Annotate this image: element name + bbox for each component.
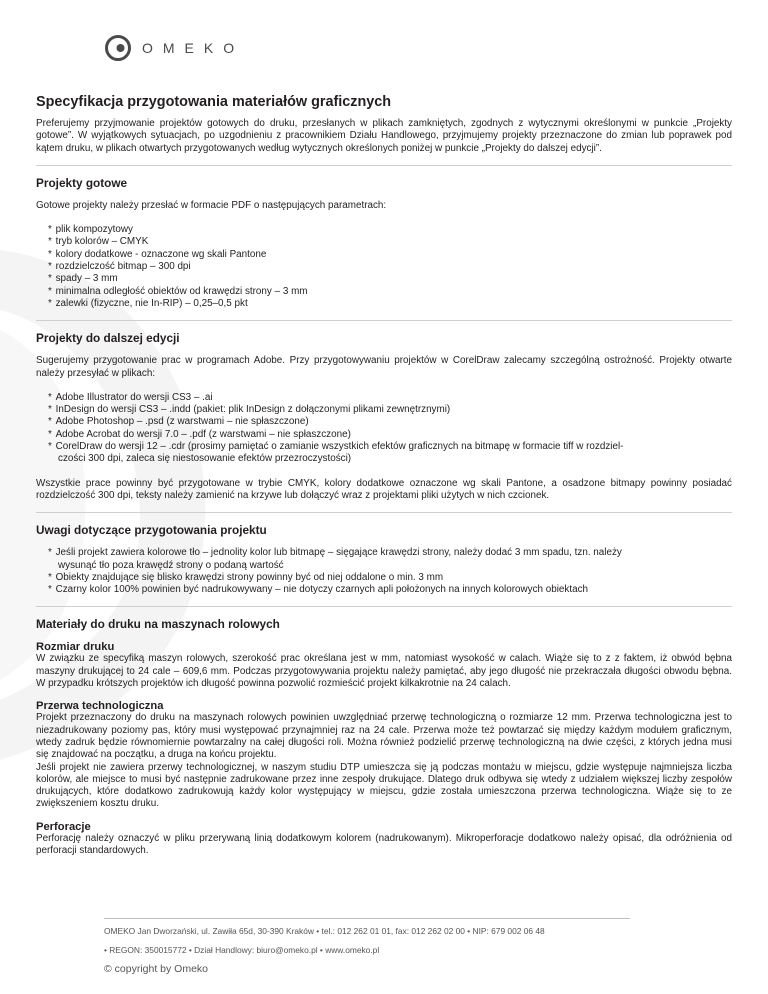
- editable-lead: Sugerujemy przygotowanie prac w programach Adobe. Przy przygotowywaniu projektów w CorelDraw zalecamy szczególną ostrożność. Projekty otwarte należy przesyłać w plikach:: [36, 355, 732, 379]
- divider: [36, 165, 732, 166]
- document-body: [36, 94, 732, 857]
- footer-address: OMEKO Jan Dworzański, ul. Zawiła 65d, 30-390 Kraków • tel.: 012 262 01 01, fax: 012 262 02 00 • NIP: 679 002 06 48: [104, 926, 545, 936]
- ready-lead: Gotowe projekty należy przesłać w formacie PDF o następujących parametrach:: [36, 199, 387, 211]
- editable-closing: Wszystkie prace powinny być przygotowane w trybie CMYK, kolory dodatkowe oznaczone wg skali Pantone, a osadzone bitmapy powinny posiadać rozdzielczość 300 dpi, teksty należy zamienić na krzywe lub dołączyć wraz z projektami pliki użytych w nich czcionek.: [36, 477, 732, 501]
- list-item: * Adobe Illustrator do wersji CS3 – .ai: [48, 391, 213, 403]
- footer-contact: • REGON: 350015772 • Dział Handlowy: biuro@omeko.pl • www.omeko.pl: [104, 945, 380, 955]
- subheading-gap: Przerwa technologiczna: [36, 700, 164, 713]
- subheading-size: Rozmiar druku: [36, 641, 115, 654]
- omeko-logo: [104, 34, 244, 62]
- section-heading-editable: Projekty do dalszej edycji: [36, 331, 180, 346]
- list-item: * Jeśli projekt zawiera kolorowe tło – jednolity kolor lub bitmapę – sięgające krawędzi strony, należy dodać 3 mm spadu, tzn. należy wysunąć tło poza krawędź strony o podaną wartość: [48, 547, 622, 571]
- subheading-perforation: Perforacje: [36, 820, 91, 833]
- section-heading-ready: Projekty gotowe: [36, 175, 128, 190]
- omeko-logo-icon: [104, 34, 132, 62]
- list-item: * Adobe Acrobat do wersji 7.0 – .pdf (z warstwami – nie spłaszczone): [48, 428, 351, 440]
- footer-copyright: © copyright by Omeko: [104, 963, 209, 975]
- document-title: Specyfikacja przygotowania materiałów graficznych: [36, 94, 392, 110]
- list-item: * minimalna odległość obiektów od krawędzi strony – 3 mm: [48, 285, 308, 297]
- list-item: * tryb kolorów – CMYK: [48, 236, 149, 248]
- list-item: * zalewki (fizyczne, nie In-RIP) – 0,25–0,5 pkt: [48, 297, 248, 309]
- section-heading-roll: Materiały do druku na maszynach rolowych: [36, 617, 280, 632]
- footer-divider: [104, 918, 630, 919]
- list-item: * spady – 3 mm: [48, 273, 118, 285]
- list-item: * CorelDraw do wersji 12 – .cdr (prosimy pamiętać o zamianie wszystkich efektów graficznych na bitmapę w formacie tiff w rozdziel- czości 300 dpi, zaleca się niestosowanie efektów przezroczystości): [48, 441, 624, 465]
- section-heading-remarks: Uwagi dotyczące przygotowania projektu: [36, 523, 267, 538]
- list-item: * Obiekty znajdujące się blisko krawędzi strony powinny być od niej oddalone o min. 3 mm: [48, 571, 444, 583]
- divider: [36, 320, 732, 321]
- divider: [36, 512, 732, 513]
- size-paragraph: W związku ze specyfiką maszyn rolowych, szerokość prac określana jest w mm, natomiast wysokość w calach. Wiąże się to z z faktem, iż obwód bębna maszyny drukującej to 24 cale – 609,6 mm. Podczas przygotowywania projektu należy pamiętać, aby jego długość nie przekraczała długości obwodu bębna. W przypadku krótszych projektów ich długość powinna pozwolić rozmieścić projekt kilkakrotnie na 24 calach.: [36, 653, 732, 690]
- list-item: * Adobe Photoshop – .psd (z warstwami – nie spłaszczone): [48, 416, 309, 428]
- intro-paragraph: Preferujemy przyjmowanie projektów gotowych do druku, przesłanych w plikach zamkniętych, zgodnych z wytycznymi określonymi w punkcie „Projekty gotowe”. W wyjątkowych sytuacjach, po uzgodnieniu z pracownikiem Działu Handlowego, przyjmujemy projekty przeznaczone do zmian lub poprawek pod kątem druku, w plikach otwartych przygotowanych według wytycznych określonych poniżej w punkcie „Projekty do dalszej edycji”.: [36, 118, 732, 154]
- perforation-paragraph: Perforację należy oznaczyć w pliku przerywaną linią dodatkowym kolorem (nadrukowanym). Mikroperforacje dodatkowo należy opisać, dla odróżnienia od perforacji standardowych.: [36, 832, 732, 856]
- list-item: * kolory dodatkowe - oznaczone wg skali Pantone: [48, 248, 267, 260]
- remarks-list: [48, 547, 732, 596]
- brand-name: OMEKO: [142, 40, 245, 56]
- footer: [104, 918, 630, 976]
- divider: [36, 606, 732, 607]
- gap-paragraph-1: Projekt przeznaczony do druku na maszynach rolowych powinien uwzględniać przerwę technologiczną o rozmiarze 12 mm. Przerwa technologiczna jest to niezadrukowany poziomy pas, który musi występować przynajmniej raz na 24 cale. Przerwa może też powtarzać się między każdym modułem graficznym, wtedy zadruk będzie równomiernie powtarzalny na całej długości roli. Można również podzielić przerwę technologiczną na dwie części, z których jedna musi się znajdować na początku, a druga na końcu projektu.: [36, 712, 732, 761]
- editable-list: [48, 392, 732, 466]
- list-item: * InDesign do wersji CS3 – .indd (pakiet: plik InDesign z dołączonymi plikami zewnętrznymi): [48, 404, 451, 416]
- gap-paragraph-2: Jeśli projekt nie zawiera przerwy technologicznej, w naszym studiu DTP umieszcza się ją podczas montażu w miejscu, gdzie występuje najmniejsza liczba kolorów, ale miejsce to musi być następnie zadrukowane przez inne zespoły drukujące. Dlatego druk odbywa się wtedy z udziałem większej liczby zespołów drukujących, które dodatkowo zadrukowują każdy kolor występujący w miejscu, gdzie została umieszczona przerwa technologiczna. Wiąże się to ze zwiększeniem kosztu druku.: [36, 761, 732, 810]
- list-item: * Czarny kolor 100% powinien być nadrukowywany – nie dotyczy czarnych apli położonych na innych kolorowych obiektach: [48, 584, 589, 596]
- ready-list: [48, 224, 732, 310]
- list-item: * plik kompozytowy: [48, 224, 133, 236]
- list-item: * rozdzielczość bitmap – 300 dpi: [48, 261, 191, 273]
